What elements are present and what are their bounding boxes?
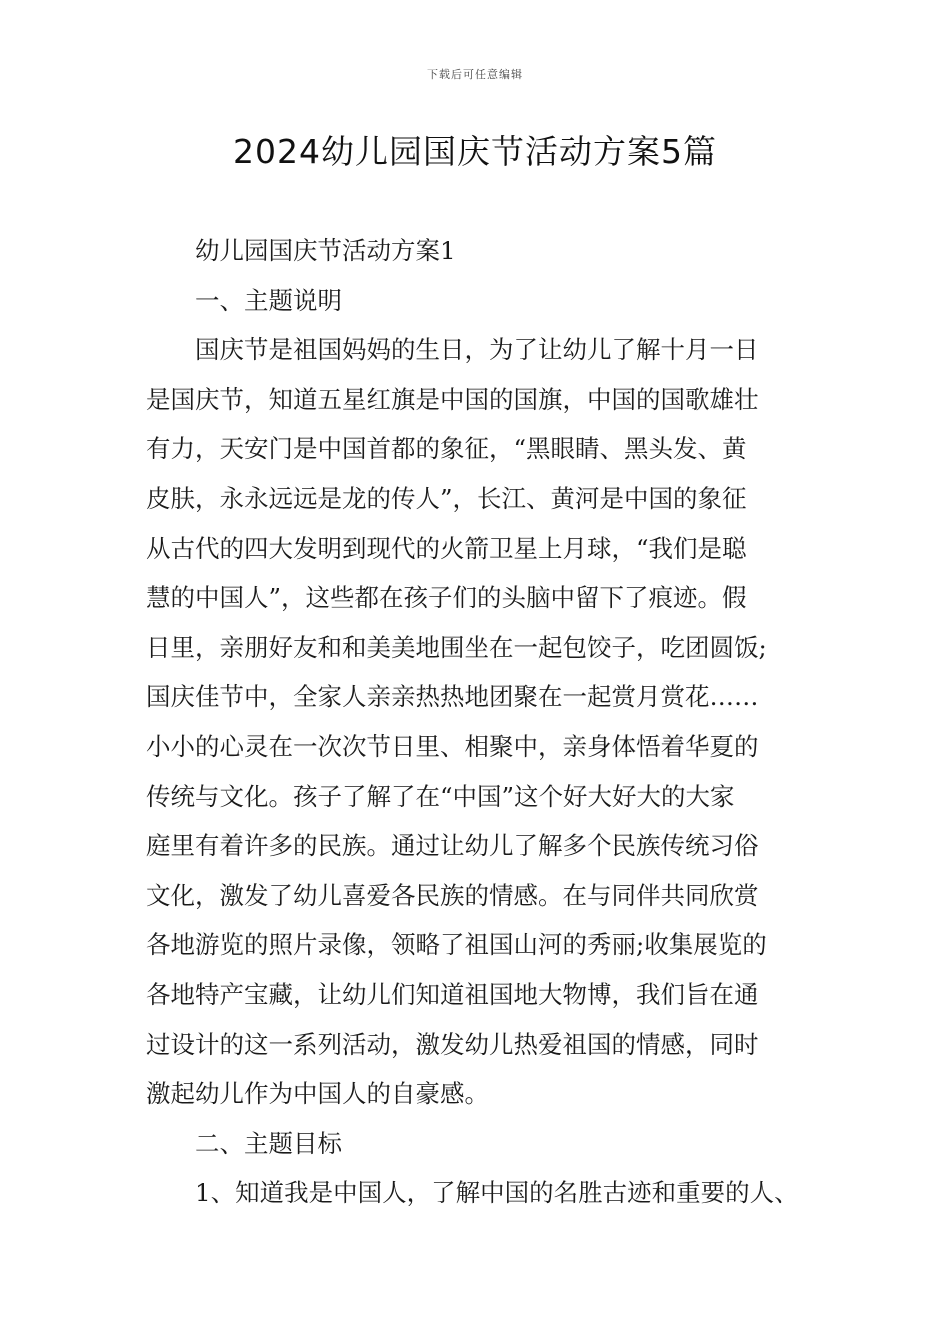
paragraph-line: 过设计的这一系列活动，激发幼儿热爱祖国的情感，同时 (146, 1029, 759, 1059)
document-body (146, 226, 826, 1218)
paragraph-line: 小小的心灵在一次次节日里、相聚中，亲身体悟着华夏的 (146, 731, 759, 761)
goal-item: 1、知道我是中国人，了解中国的名胜古迹和重要的人、 (195, 1178, 799, 1208)
heading-theme-description: 一、主题说明 (195, 285, 342, 315)
paragraph-line: 国庆佳节中，全家人亲亲热热地团聚在一起赏月赏花…… (146, 682, 759, 712)
paragraph-line: 激起幼儿作为中国人的自豪感。 (146, 1079, 489, 1109)
paragraph-line: 国庆节是祖国妈妈的生日，为了让幼儿了解十月一日 (195, 335, 759, 365)
paragraph-line: 从古代的四大发明到现代的火箭卫星上月球，“我们是聪 (146, 533, 747, 563)
paragraph-line: 皮肤，永永远远是龙的传人”，长江、黄河是中国的象征 (146, 483, 747, 513)
paragraph-line: 文化，激发了幼儿喜爱各民族的情感。在与同伴共同欣赏 (146, 880, 759, 910)
paragraph-line: 日里，亲朋好友和和美美地围坐在一起包饺子，吃团圆饭; (146, 632, 767, 662)
paragraph-line: 慧的中国人”，这些都在孩子们的头脑中留下了痕迹。假 (146, 583, 747, 613)
paragraph-line: 各地游览的照片录像，领略了祖国山河的秀丽;收集展览的 (146, 930, 767, 960)
paragraph-line: 有力，天安门是中国首都的象征，“黑眼睛、黑头发、黄 (146, 434, 747, 464)
section-title: 幼儿园国庆节活动方案1 (195, 236, 456, 265)
paragraph-line: 各地特产宝藏，让幼儿们知道祖国地大物博，我们旨在通 (146, 979, 759, 1009)
heading-theme-goals: 二、主题目标 (195, 1128, 342, 1158)
paragraph-line: 庭里有着许多的民族。通过让幼儿了解多个民族传统习俗 (146, 831, 759, 861)
document-title: 2024幼儿园国庆节活动方案5篇 (233, 132, 717, 171)
theme-paragraph (146, 325, 826, 1119)
paragraph-line: 传统与文化。孩子了解了在“中国”这个好大好大的大家 (146, 781, 735, 811)
paragraph-line: 是国庆节，知道五星红旗是中国的国旗，中国的国歌雄壮 (146, 384, 759, 414)
header-note: 下载后可任意编辑 (427, 68, 523, 81)
